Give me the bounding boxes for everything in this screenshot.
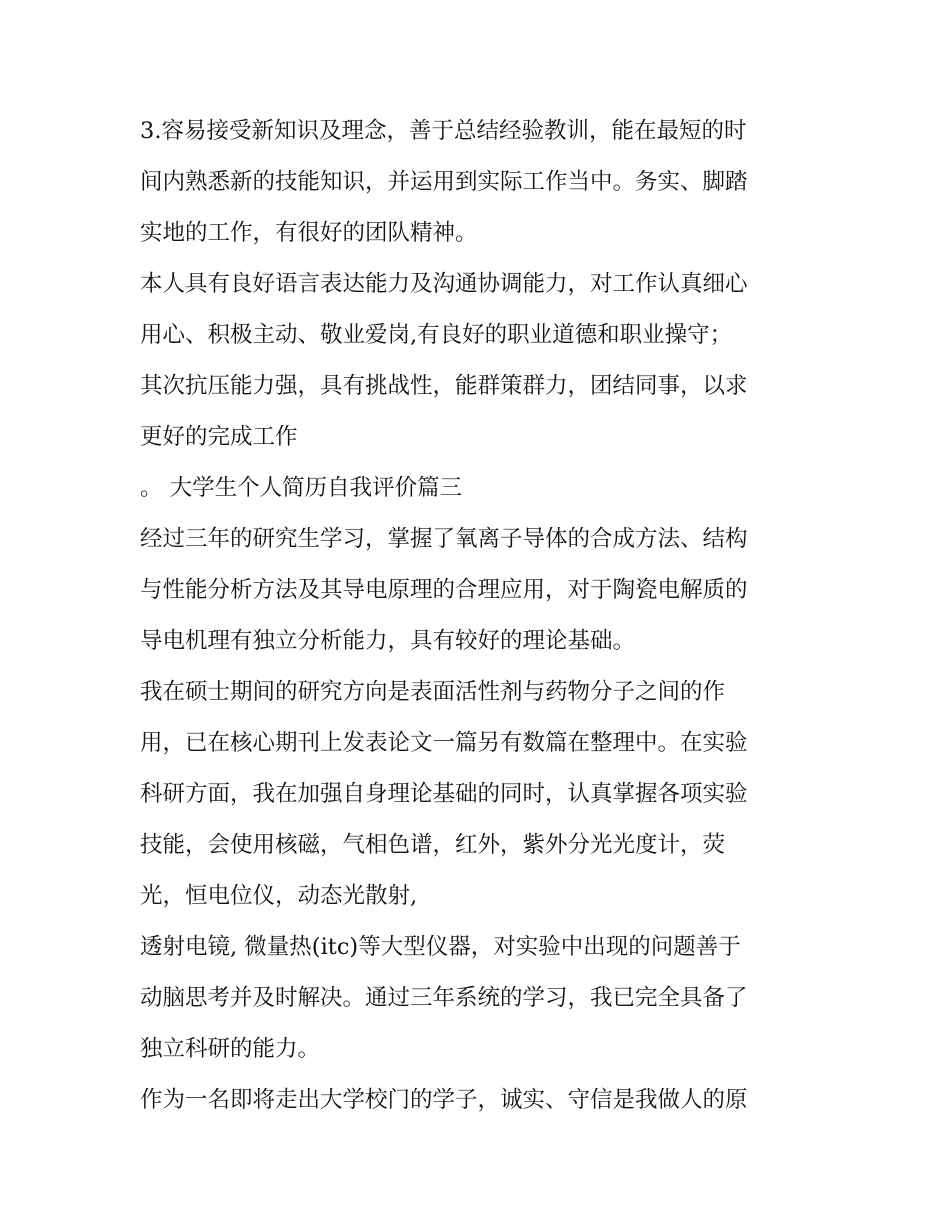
text-line: 间内熟悉新的技能知识，并运用到实际工作当中。务实、脚踏 (140, 169, 748, 195)
text-line: 透射电镜, 微量热(itc)等大型仪器，对实验中出现的问题善于 (140, 934, 741, 960)
text-line: 用心、积极主动、敬业爱岗,有良好的职业道德和职业操守； (140, 322, 733, 348)
text-line: 作为一名即将走出大学校门的学子，诚实、守信是我做人的原 (140, 1087, 748, 1113)
text-line: 本人具有良好语言表达能力及沟通协调能力，对工作认真细心 (140, 271, 748, 297)
text-line: 动脑思考并及时解决。通过三年系统的学习，我已完全具备了 (140, 985, 748, 1011)
text-line: 技能，会使用核磁，气相色谱，红外，紫外分光光度计，荧 (140, 832, 726, 858)
text-line: 3.容易接受新知识及理念，善于总结经验教训，能在最短的时 (140, 118, 747, 144)
text-line: 导电机理有独立分析能力，具有较好的理论基础。 (140, 628, 636, 654)
text-line: 经过三年的研究生学习，掌握了氧离子导体的合成方法、结构 (140, 526, 748, 552)
text-line: 用，已在核心期刊上发表论文一篇另有数篇在整理中。在实验 (140, 730, 748, 756)
text-line: 独立科研的能力。 (140, 1036, 321, 1062)
document-page (140, 106, 830, 1126)
text-line: 更好的完成工作 (140, 424, 298, 450)
text-line: 实地的工作，有很好的团队精神。 (140, 220, 478, 246)
text-line: 与性能分析方法及其导电原理的合理应用，对于陶瓷电解质的 (140, 577, 748, 603)
section-heading: 。 大学生个人简历自我评价篇三 (140, 475, 463, 501)
text-line: 科研方面，我在加强自身理论基础的同时，认真掌握各项实验 (140, 781, 748, 807)
text-line: 光，恒电位仪，动态光散射, (140, 883, 418, 909)
text-line: 其次抗压能力强，具有挑战性，能群策群力，团结同事，以求 (140, 373, 748, 399)
text-line: 我在硕士期间的研究方向是表面活性剂与药物分子之间的作 (140, 679, 726, 705)
